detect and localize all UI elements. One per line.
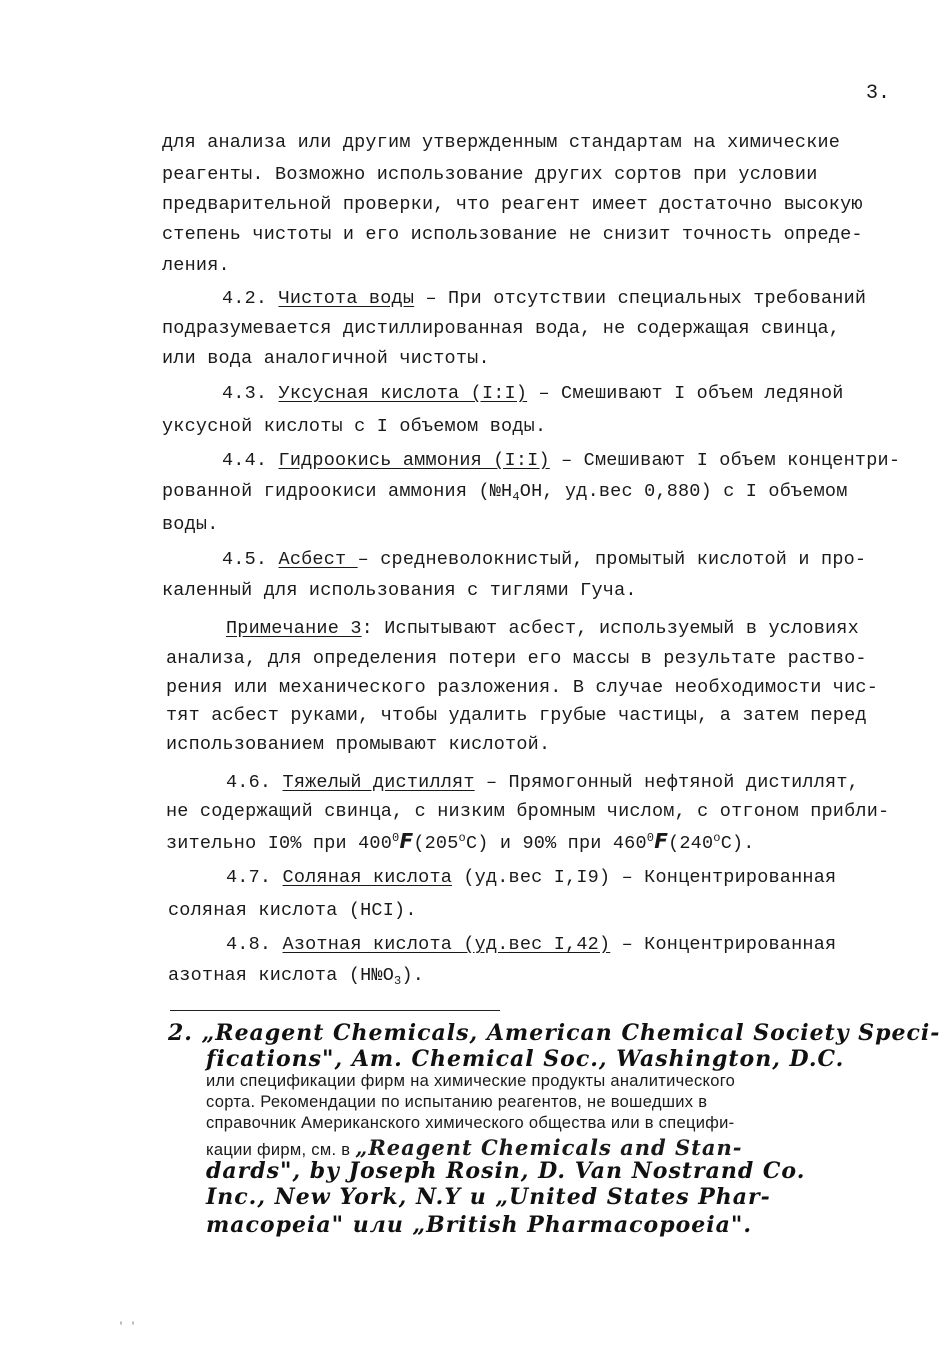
body-line: [168, 965, 424, 988]
note-term: Примечание 3: [226, 618, 362, 639]
handwritten-text: „Reagent Chemicals and Stan-: [355, 1135, 743, 1160]
section-4-2: [222, 288, 866, 309]
section-text: – средневолокнистый, промытый кислотой и про-: [357, 549, 867, 570]
body-line: подразумевается дистиллированная вода, не содержащая свинца,: [162, 318, 841, 339]
fahrenheit-mark: F: [399, 829, 414, 853]
body-line: каленный для использования с тиглями Гуча.: [162, 580, 637, 601]
section-4-8: [226, 934, 836, 955]
formula-text: OH, уд.вес 0,880) с I объемом: [519, 481, 848, 502]
body-line: анализа, для определения потери его массы в результате раство-: [166, 648, 867, 669]
body-line: воды.: [162, 514, 219, 535]
body-line: уксусной кислоты с I объемом воды.: [162, 416, 547, 437]
handwritten-line: dards", by Joseph Rosin, D. Van Nostrand Co.: [206, 1158, 806, 1184]
footnote-line: [206, 1135, 742, 1160]
section-text: – При отсутствии специальных требований: [414, 288, 867, 309]
footnote-text: кации фирм, см. в: [206, 1141, 351, 1159]
section-term: Соляная кислота: [282, 867, 453, 888]
body-text: зительно I0% при 400: [166, 833, 393, 854]
body-text: C).: [720, 833, 755, 854]
formula-text: ).: [401, 965, 425, 986]
body-line: [166, 829, 755, 854]
degree-mark: o: [713, 831, 721, 845]
section-4-3: [222, 383, 844, 404]
body-line: степень чистоты и его использование не снизит точность опреде-: [162, 224, 863, 245]
degree-mark: 0: [392, 831, 400, 845]
body-line: соляная кислота (HCI).: [168, 900, 417, 921]
section-text: – Смешивают I объем концентри-: [549, 450, 901, 471]
footnote-line: или спецификации фирм на химические продукты аналитического: [206, 1072, 736, 1090]
section-number: 4.4.: [222, 450, 279, 471]
section-term: Чистота воды: [278, 288, 415, 309]
section-text: – Смешивают I объем ледяной: [527, 383, 844, 404]
body-line: тят асбест руками, чтобы удалить грубые частицы, а затем перед: [166, 705, 867, 726]
section-4-6: [226, 772, 859, 793]
handwritten-line: Inc., New York, N.Y u „United States Phar-: [206, 1184, 771, 1210]
formula-text: азотная кислота (H№O: [168, 965, 395, 986]
body-line: ления.: [162, 255, 230, 276]
section-number: 4.6.: [226, 772, 283, 793]
note-text: : Испытывают асбест, используемый в условиях: [361, 618, 859, 639]
handwritten-line: macopeia" или „British Pharmacopoeia".: [206, 1212, 752, 1238]
section-term: Азотная кислота (уд.вес I,42): [282, 934, 611, 955]
handwritten-line: fications", Am. Chemical Soc., Washington, D.C.: [206, 1046, 845, 1072]
body-line: использованием промывают кислотой.: [166, 734, 551, 755]
fahrenheit-mark: F: [654, 829, 669, 853]
footnote-divider: [170, 1010, 500, 1011]
section-number: 4.7.: [226, 867, 283, 888]
degree-mark: o: [458, 831, 466, 845]
note-3: [226, 618, 859, 639]
section-term: Уксусная кислота (I:I): [278, 383, 528, 404]
section-term: Асбест: [278, 549, 358, 570]
degree-mark: 0: [646, 831, 655, 845]
formula-text: рованной гидроокиси аммония (№H: [162, 481, 513, 502]
subscript: 3: [394, 974, 402, 988]
section-4-4: [222, 450, 900, 471]
body-line: рения или механического разложения. В случае необходимости чис-: [166, 677, 879, 698]
body-line: не содержащий свинца, с низким бромным числом, с отгоном прибли-: [166, 801, 890, 822]
footnote-line: справочник Американского химического общества или в специфи-: [206, 1114, 735, 1132]
section-text: – Концентрированная: [610, 934, 837, 955]
footnote-line: сорта. Рекомендации по испытанию реагентов, не вошедших в: [206, 1093, 708, 1111]
section-number: 4.5.: [222, 549, 279, 570]
section-number: 4.3.: [222, 383, 279, 404]
body-text: (205: [413, 833, 459, 854]
scan-marks: ' ': [118, 1322, 137, 1333]
section-term: Тяжелый дистиллят: [282, 772, 475, 793]
body-text: (240: [668, 833, 714, 854]
body-line: реагенты. Возможно использование других сортов при условии: [162, 164, 818, 185]
section-text: – Прямогонный нефтяной дистиллят,: [474, 772, 859, 793]
body-text: C) и 90% при 460: [465, 833, 647, 854]
section-number: 4.8.: [226, 934, 283, 955]
body-line: или вода аналогичной чистоты.: [162, 348, 490, 369]
body-line: [162, 481, 848, 504]
body-line: предварительной проверки, что реагент имеет достаточно высокую: [162, 194, 863, 215]
subscript: 4: [512, 490, 520, 504]
section-number: 4.2.: [222, 288, 279, 309]
section-term: Гидроокись аммония (I:I): [278, 450, 550, 471]
handwritten-line: 2. „Reagent Chemicals, American Chemical Society Speci-: [168, 1020, 941, 1046]
section-text: (уд.вес I,I9) – Концентрированная: [452, 867, 837, 888]
body-line: для анализа или другим утвержденным стандартам на химические: [162, 132, 841, 153]
page-number: 3.: [866, 82, 891, 105]
section-4-5: [222, 549, 866, 570]
section-4-7: [226, 867, 836, 888]
